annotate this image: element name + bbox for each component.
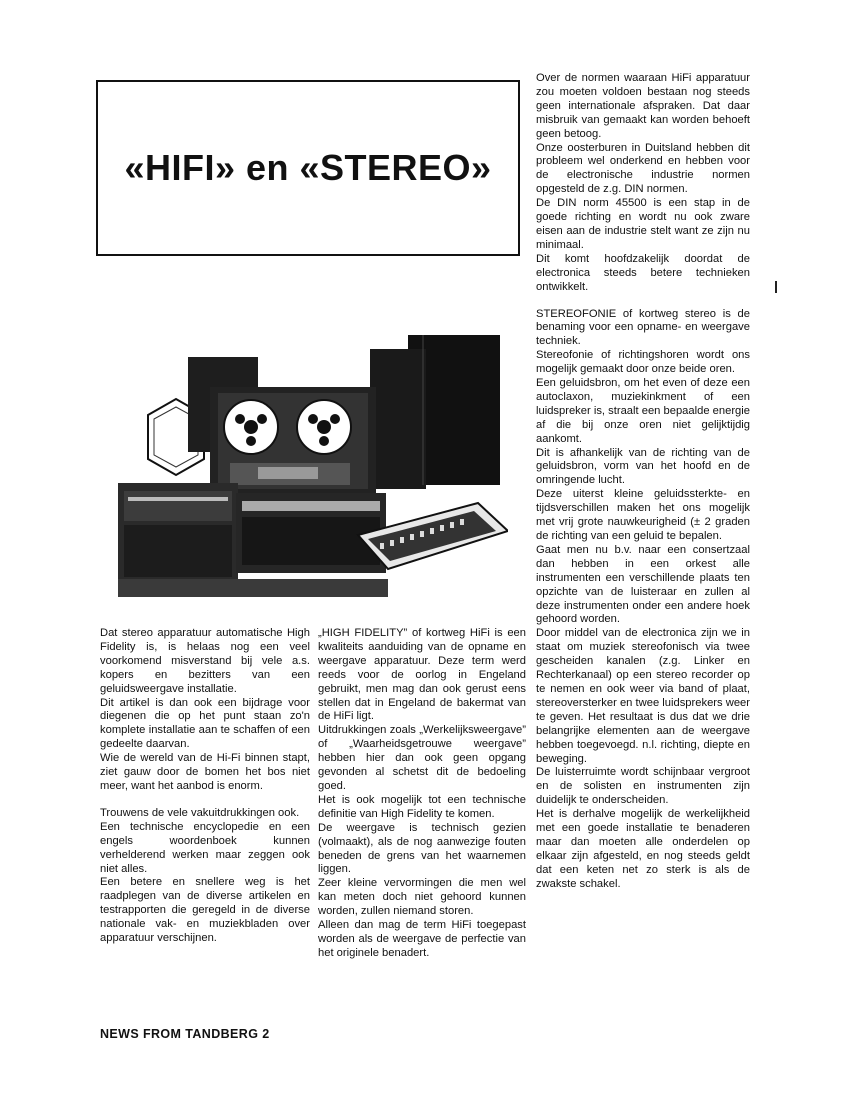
paragraph: Stereofonie of richtingshoren wordt ons mogelijk gemaakt door onze beide oren. xyxy=(536,349,750,376)
paragraph: Dit artikel is dan ook een bijdrage voor diegenen die op het punt staan zo'n komplete installatie aan te schaffen of een gedeelte daarvan. xyxy=(100,696,310,751)
paragraph: De weergave is technisch gezien (volmaakt), als de nog aanwezige fouten beneden de grens van het waarnemen liggen. xyxy=(318,821,526,876)
paragraph: Trouwens de vele vakuitdrukkingen ook. xyxy=(100,806,300,819)
margin-mark xyxy=(775,281,777,293)
paragraph: Dat stereo apparatuur automatische High Fidelity is, is helaas nog een veel voorkomend misverstand bij vele a.s. kopers en bezitters van een geluidsweergave installatie. xyxy=(100,627,310,695)
paragraph: STEREOFONIE of kortweg stereo is de benaming voor een opname- en weergave techniek. xyxy=(536,307,750,348)
paragraph: „HIGH FIDELITY” of kortweg HiFi is een kwaliteits aanduiding van de opname en weergave apparatuur. Deze term werd reeds voor de oorlog in Engeland gebruikt, men mag dan ook gerust eens stellen dat in Engeland de bakermat van de HiFi ligt. xyxy=(318,627,526,723)
paragraph: Dit komt hoofdzakelijk doordat de electronica steeds betere technieken ontwikkelt. xyxy=(536,252,750,293)
paragraph: De DIN norm 45500 is een stap in de goede richting en wordt nu ook zware eisen aan de industrie stelt want ze zijn nu minimaal. xyxy=(536,197,750,251)
paragraph: Over de normen waaraan HiFi apparatuur zou moeten voldoen bestaan nog steeds geen internationale afspraken. Dat daar misbruik van gemaakt kan worden behoeft geen betoog. xyxy=(536,72,750,140)
paragraph: Deze uiterst kleine geluidssterkte- en tijdsverschillen maken het ons mogelijk met vrij grote nauwkeurigheid (± 2 graden de richting van een geluid te bepalen. xyxy=(536,488,750,542)
column-right xyxy=(536,72,750,892)
paragraph: Een technische encyclopedie en een engels woordenboek kunnen verhelderend werken maar zeggen ook niet alles. xyxy=(100,820,310,875)
hifi-equipment-photo xyxy=(118,335,508,597)
paragraph: Uitdrukkingen zoals „Werkelijksweergave” of „Waarheidsgetrouwe weergave” hebben hier dan ook geen opgang gevonden al schetst dit de bedoeling goed. xyxy=(318,724,526,792)
paragraph: Onze oosterburen in Duitsland hebben dit probleem wel onderkend en hebben voor de electronische industrie normen opgesteld de z.g. DIN normen. xyxy=(536,141,750,196)
paragraph: Door middel van de electronica zijn we in staat om muziek stereofonisch via twee gescheiden kanalen (z.g. Linker en Rechterkanaal) op een stereo recorder op te nemen en ook weer via band of plaat, stereoversterker en twee luidsprekers weer te geven. Het resultaat is dus dat we drie belangrijke elementen aan de weergave hebben toegevoegd. n.l. richting, diepte en beweging. xyxy=(536,627,750,765)
paragraph: Dit is afhankelijk van de richting van de geluidsbron, vorm van het hoofd en de omringende lucht. xyxy=(536,446,750,487)
paragraph: Gaat men nu b.v. naar een consertzaal dan hebben in een orkest alle instrumenten een verschillende plaats ten opzichte van de luisteraar en zullen al deze instrumenten onder een andere hoek gehoord worden. xyxy=(536,543,750,626)
paragraph: Alleen dan mag de term HiFi toegepast worden als de weergave de perfectie van het originele benadert. xyxy=(318,919,526,959)
title-box xyxy=(96,80,520,256)
column-middle xyxy=(318,627,526,961)
paragraph: Wie de wereld van de Hi-Fi binnen stapt, ziet gauw door de bomen het bos niet meer, want het aanbod is enorm. xyxy=(100,752,310,792)
paragraph: Een betere en snellere weg is het raadplegen van de diverse artikelen en testrapporten die geregeld in de diverse nationale vak- en muziekbladen over apparatuur verschijnen. xyxy=(100,876,310,945)
paragraph: Het is derhalve mogelijk de werkelijkheid met een goede installatie te benaderen maar dan moeten alle onderdelen op elkaar zijn afgesteld, en nog steeds geldt dat een keten net zo sterk is als de zwakste schakel. xyxy=(536,808,750,890)
paragraph: Het is ook mogelijk tot een technische definitie van High Fidelity te komen. xyxy=(318,793,526,820)
page-footer: NEWS FROM TANDBERG 2 xyxy=(100,1027,270,1041)
paragraph: Een geluidsbron, om het even of deze een autoclaxon, muziekinkment of een luidspreker is, straalt een bepaalde energie af die bij onze oren niet gelijktijdig aankomt. xyxy=(536,377,750,445)
paragraph: Zeer kleine vervormingen die men wel kan meten doch niet gehoord kunnen worden, zullen niemand storen. xyxy=(318,877,526,918)
paragraph: De luisterruimte wordt schijnbaar vergroot en de solisten en instrumenten zijn duidelijk te onderscheiden. xyxy=(536,766,750,807)
column-left xyxy=(100,627,310,946)
article-title: «HIFI» en «STEREO» xyxy=(124,147,492,188)
